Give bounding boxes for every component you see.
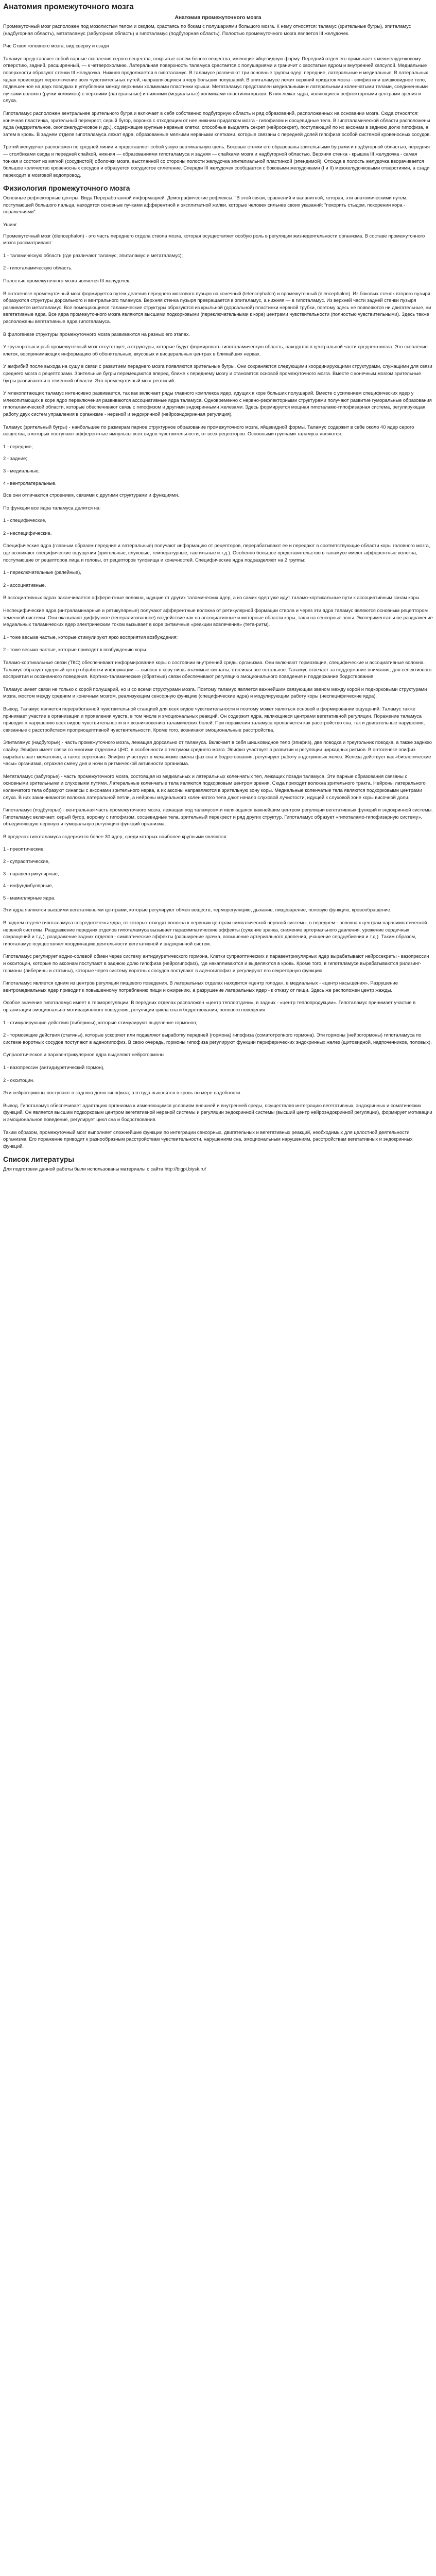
paragraph: Неспецифические ядра (интраламинарные и ретикулярные) получают афферентные волокна от ретикулярной формации ствола и через эти ядра таламус являются основным рецептором теменной системы. Они оказывают диффузное (генерализованное) воздействие как на ассоциативные и моторные области коры, так и на сенсорные зоны. Экспериментальное раздражение медиальных таламических ядер электрическим током вызывает в коре ритмичные «реакции вовлечения» (тета-ритм).: [3, 607, 433, 628]
list-item: 1 - вазопрессин (антидиуретический гормон),: [3, 1064, 104, 1070]
physiology-heading: Физиология промежуточного мозга: [3, 184, 130, 193]
paragraph: Специфические ядра (главным образом передние и латеральные) получают информацию от рецепторов, перерабатывают ее и передают в соответствующие области коры головного мозга, где возникают специфические ощущения (зрительные, слуховые, температурные, тактильные и т.д.). Особенно большое представительство в таламусе имеют афферентные волокна, поступающие от рецепторов лица и головы, от рецепторов туловища и конечностей. Специфические ядра подразделяют на 2 группы:: [3, 543, 430, 563]
paragraph: Вывод. Гипоталамус обеспечивает адаптацию организма к изменяющимся условиям внешней и внутренней среды, осуществляя интеграцию вегетативных, эндокринных и соматических функций. Он является высшим подкорковым центром вегетативной нервной системы и регуляции эндокринной системы (высший центр нейроэндокринной регуляции), формирует мотивации и эмоциональное поведение, регулирует цикл сна и бодрствования.: [3, 1102, 432, 1122]
paragraph: В пределах гипоталамуса содержится более 30 ядер, среди которых наиболее крупными являются:: [3, 833, 228, 839]
page-title: Анатомия промежуточного мозга: [3, 3, 134, 11]
list-item: 2 - неспецифические.: [3, 530, 52, 536]
physiology-section: [3, 194, 433, 1149]
paragraph: По функции все ядра таламуса делятся на:: [3, 504, 101, 511]
list-item: 1 - преоптические,: [3, 846, 45, 852]
figure-caption: Рис Ствол головного мозга, вид сверху и сзади: [3, 43, 109, 49]
paragraph: Гипоталамус является одним из центров регуляции пищевого поведения. В латеральных отделах находится «центр голода», в медиальных - «центр насыщения». Разрушение вентромедиальных ядер приводит к повышенному потреблению пищи и ожирению, а разрушение латеральных ядер - к отказу от пищи. Здесь же расположен центр жажды.: [3, 980, 398, 993]
paragraph: Гипоталамус регулирует водно-солевой обмен через систему антидиуретического гормона. Клетки супраоптических и паравентрикулярных ядер вырабатывают нейросекреты - вазопрессин и окситоцин, которые по аксонам поступают в заднюю долю гипофиза (нейрогипофиз), где накапливаются и выделяются в кровь. Кроме того, в гипоталамусе вырабатываются рилизинг-гормоны (либерины и статины), которые через систему воротных сосудов поступают в аденогипофиз и регулируют его секреторную функцию.: [3, 953, 429, 973]
list-item: 2 - гипоталамическую область.: [3, 265, 73, 271]
paragraph: Эти нейрогормоны поступают в заднюю долю гипофиза, а оттуда выносятся в кровь по мере надобности.: [3, 1090, 241, 1096]
article: [0, 0, 436, 1173]
anatomy-section: [3, 23, 433, 178]
list-item: 1 - специфические,: [3, 517, 47, 523]
paragraph: В филогенезе структуры промежуточного мозга развиваются на разных его этапах.: [3, 331, 190, 337]
paragraph: В ассоциативных ядрах заканчивается афферентные волокна, идущие от других таламических ядер, а из самих ядер уже идут таламо-кортикальные пути к ассоциативным зонам коры.: [3, 595, 421, 601]
anatomy-heading: Анатомия промежуточного мозга: [175, 15, 261, 21]
list-item: 1 - переключательные (релейные),: [3, 569, 81, 575]
source-line[interactable]: Для подготовки данной работы были использованы материалы с сайта http://bigpi.biysk.ru/: [3, 1166, 206, 1172]
paragraph: Таким образом, промежуточный мозг выполняет сложнейшие функции по интеграции сенсорных, двигательных и вегетативных реакций, необходимых для целостной деятельности организма. Его поражение приводит к разнообразным расстройствам чувствительности, нарушениям сна, эмоциональным нарушениям, расстройствам вегетативных и эндокринных функций.: [3, 1129, 413, 1149]
paragraph: Гипоталамус расположен вентральнее зрительного бугра и включает в себя собственно подбугорную область и ряд образований, расположенных на основании мозга. Сюда относятся: конечная пластинка, зрительный перекрест, серый бугор, воронка с отходящим от нее нижним придатком мозга - гипофизом и сосцевидные тела. В гипоталамической области расположены ядра (надзрительное, околожелудочковое и др.), содержащие крупные нервные клетки, способные выделять секрет (нейросекрет), поступающий по их аксонам в заднюю долю гипофиза, а затем в кровь. В заднем отделе гипоталамуса лежат ядра, образованные мелкими нервными клетками, которые связаны с передней долей гипофиза особой системой кровеносных сосудов.: [3, 110, 431, 137]
list-item: 1 - таламическую область (где различают таламус, эпиталамус и метаталамус);: [3, 252, 183, 258]
paragraph: Особое значение гипоталамус имеет в терморегуляции. В передних отделах расположен «центр теплоотдачи», в задних - «центр теплопродукции». Гипоталамус принимает участие в организации эмоционально-мотивационного поведения, регуляции цикла сна и бодрствования, полового поведения.: [3, 999, 416, 1012]
paragraph: Вывод. Таламус является переработанной чувствительной станцией для всех видов чувствительности и поэтому может являться основой в формировании ощущений. Таламус также принимает участие в организации и проявлении чувств, в том числе и эмоциональных реакций. Он содержит ядра, являющиеся центрами вегетативной регуляции. Поражение таламуса приводит к нарушению всех видов чувствительности и к возникновению таламических болей. При поражении таламуса проявляется как расстройство сна, так и двигательные нарушения, связанные с расстройством проприоцептивной чувствительности. Кроме того, возникают эмоциональные расстройства.: [3, 705, 425, 733]
paragraph: Метаталамус (забугорье) - часть промежуточного мозга, состоящая из медиальных и латеральных коленчатых тел, лежащих позади таламуса. Эти парные образования связаны с основными зрительными и слуховыми путями. Латеральные коленчатые тела являются подкорковым центром зрения. Сюда приходят волокна зрительного тракта. Нейроны латерального коленчатого тела образуют синапсы с аксонами зрительного нерва, а их аксоны направляются в зрительную зону коры. Медиальные коленчатые тела являются подкорковыми центрами слуха. В них заканчиваются волокна латеральной петли, а нейроны медиального коленчатого тела дают начало слуховой лучистости, идущей к слуховой зоне коры височной доли.: [3, 773, 426, 800]
paragraph: Все они отличаются строением, связями с другими структурами и функциями.: [3, 492, 180, 498]
paragraph: Супраоптическое и паравентрикулярное ядра выделяют нейрогормоны:: [3, 1052, 166, 1058]
paragraph: Промежуточный мозг расположен под мозолистым телом и сводом, срастаясь по бокам с полушариями большого мозга. К нему относятся: таламус (зрительные бугры), эпиталамус (надбугорная область), метаталамус (забугорная область) и гипоталамус (подбугорная область). Полостью промежуточного мозга является III желудочек.: [3, 23, 411, 36]
list-item: 5 - мамиллярные ядра.: [3, 894, 56, 901]
list-item: 2 - ассоциативные.: [3, 582, 46, 588]
list-item: 2 - задние;: [3, 455, 27, 462]
list-item: 1 - стимулирующие действия (либерины), которые стимулируют выделение гормонов;: [3, 1019, 198, 1025]
thalamus-nuclei-list: [3, 443, 433, 486]
list-item: 3 - паравентрикулярные,: [3, 870, 59, 876]
list-item: 1 - тоже весьма частые, которые стимулируют ярко восприятия возбуждения;: [3, 634, 178, 640]
paragraph: У амфибий после выхода на сушу в связи с развитием переднего мозга появляются зрительные бугры. Они сохраняются следующими координирующими структурами, служащими для связи среднего мозга с рецепторами. Зрительные бугры перемещаются вперед, ближе к переднему мозгу и становятся основой промежуточного мозга. Вместе с конечным мозгом зрительные бугры развиваются в теменной области. Это промежуточный мозг рептилий.: [3, 363, 432, 383]
paragraph: В онтогенезе промежуточный мозг формируется путем деления переднего мозгового пузыря на конечный (telencephalon) и промежуточный (diencephalon). Из боковых стенок второго пузыря образуются структуры дорсального и вентрального таламуса. Верхняя стенка пузыря превращается в эпиталамус, а нижняя — в гипоталамус. Из верхней части задней стенки пузыря развивается метаталамус. Все помещающиеся таламические структуры образуются из крыльной (дорсальной) пластинки нервной трубки, поэтому здесь не появляются ни двигательные, ни вегетативные ядра. Все ядра промежуточного мозга являются высшими подкорковыми (переключательными к коре) центрами чувствительности (полностью чувствительными). Здесь также расположены вегетативные ядра гипоталамуса.: [3, 290, 431, 324]
paragraph: Гипоталамус (подбугорье) - вентральная часть промежуточного мозга, лежащая под таламусом и являющаяся важнейшим центром регуляции вегетативных функций и эндокринной системы. Гипоталамус включает: серый бугор, воронку с гипофизом, сосцевидные тела, зрительный перекрест и ряд других структур. Гипоталамус образует «гипоталамо-гипофизарную систему», объединяющую нервную и гуморальную регуляцию функций организма.: [3, 807, 433, 827]
list-item: 4 - инфундибулярные,: [3, 883, 54, 889]
list-item: 2 - супраоптические,: [3, 858, 50, 865]
paragraph: Таламо-кортикальные связи (ТКС) обеспечивают информирование коры о состоянии внутренней среды организма. Они включают тормозящие, специфические и ассоциативные волокна. Таламус образует ядерный центр обработки информации — вынося в кору лишь значимые сигналы, отсеивая все остальное. Таламус отвечает за поддержание внимания, для селективного восприятия и осознанного поведения. Кортико-таламические (обратные) связи обеспечивают регуляцию эмоционального поведения и поддержание бодрствования.: [3, 659, 432, 680]
paragraph: Эпиталамус (надбугорье) - часть промежуточного мозга, лежащая дорсально от таламуса. Включает в себя шишковидное тело (эпифиз), две поводка и треугольник поводка, а также заднюю спайку. Эпифиз имеет связи со многими отделами ЦНС, в особенности с тектумом среднего мозга. Эпифиз участвует в развитии и регуляции циркадных ритмов. В онтогенезе эпифиз вырабатывает мелатонин, а также серотонин. Эпифиз участвует в механизме смены фаз сна и бодрствования, регулирует работу эндокринных желез. Железа действует как «биологические часы» организма, отражая смену дня и ночи в ритмической активности организма.: [3, 739, 432, 767]
paragraph: Таламус (зрительный бугры) - наибольшее по размерам парное структурное образование промежуточного мозга, яйцевидной формы. Таламус содержит в себе около 40 ядер серого вещества, в которых поступают афферентные импульсы всех видов чувствительности, от всех рецепторов. Основными группами таламуса являются:: [3, 423, 414, 437]
list-item: 1 - передние;: [3, 443, 33, 449]
paragraph: Таламус имеет связи не только с корой полушарий, но и со всеми структурами мозга. Поэтому таламус является важнейшим связующим звеном между корой и подкорковыми структурами мозга, мостом между средним и конечным мозгом, реализующим сенсорную функцию (специфические ядра) и модулирующим работу коры (неспецифические ядра).: [3, 686, 427, 699]
paragraph: Третий желудочек расположен по средней линии и представляет собой узкую вертикальную щель. Боковые стенки его образованы зрительными буграми и подбугорной областью, передняя — столбиками свода и передней спайкой, нижняя — образованиями гипоталамуса и задняя — спайками мозга и надбугорной областью. Верхняя стенка - крышка III желудочка - самая тонкая и состоит из мягкой (сосудистой) оболочки мозга, выстланной со стороны полости желудочка эпителиальной пластинкой (эпендимой). Отсюда в полость желудочка вворачивается большое количество кровеносных сосудов и образуется сосудистое сплетение. Спереди III желудочек сообщается с боковыми желудочками (I и II) межжелудочковыми отверстиями, а сзади переходит в мозговой водопровод.: [3, 144, 430, 178]
list-item: 4 - вентролатеральные.: [3, 480, 57, 486]
paragraph: У млекопитающих таламус интенсивно развивается, так как включает ряды главного комплекса ядер, идущих к коре больших полушарий. Вместе с усилением специфических ядер у млекопитающих в коре ядро переключения развиваются ассоциативные ядра таламуса. Одновременно с нервно-рефлекторными структурами получают развитие гуморальные образования гипоталамической области, которые обеспечивают связь с гипофизом и другими эндокринными железами. Здесь формируется мощная гипоталамо-гипофизарная система, регулирующая работу двух систем управления в организме - нервной и эндокринной (нейроэндокринная регуляция).: [3, 390, 432, 417]
sources-heading: Список литературы: [3, 1155, 75, 1164]
list-item: 3 - медиальные;: [3, 467, 40, 473]
list-item: 2 - окситоцин.: [3, 1077, 34, 1083]
paragraph: Промежуточный мозг (diencephalon) - это часть переднего отдела ствола мозга, которая осуществляет особую роль в регуляции жизнедеятельности организма. В составе промежуточного мозга рассматривают:: [3, 232, 425, 246]
list-item: 2 - тоже весьма частые, которые приводят к возбуждению коры.: [3, 647, 148, 653]
hypothalamus-nuclei-list: [3, 845, 433, 901]
paragraph: Ушинг.: [3, 222, 18, 228]
paragraph: У круглоротых и рыб промежуточный мозг отсутствует, а структуры, которые будут формировать гипоталамическую область, находятся в центральной части среднего мозга. Это скопление клеток, воспринимающих информацию об обонятельных, вкусовых и висцеральных центрах в ближайших нервах.: [3, 344, 428, 357]
list-item: 2 - тормозящие действия (статины), которые ускоряют или подавляют выработку передней (гормона) гипофиза (соматотропного гормона). Эти гормоны (нейрогормоны) гипоталамуса по системе воротных сосудов поступают в аденогипофиз. В свою очередь, гормоны гипофиза регулируют функции периферических эндокринных желез (щитовидной, надпочечников, половых).: [3, 1032, 432, 1045]
paragraph: В заднем отделе гипоталамуса сосредоточены ядра, от которых отходят волокна к нервным центрам симпатической нервной системы, в переднем - волокна к центрам парасимпатической нервной системы. Раздражение передних отделов гипоталамуса вызывает парасимпатические эффекты (сужение зрачка, снижение артериального давления, урежение сердечных сокращений и т.д.), раздражение задних отделов - симпатические эффекты (расширение зрачка, повышение артериального давления, учащение сердцебиения и т.д.). Таким образом, гипоталамус осуществляет координацию деятельности вегетативной и эндокринной систем.: [3, 920, 427, 946]
paragraph: Эти ядра являются высшими вегетативными центрами, которые регулируют обмен веществ, терморегуляцию, дыхание, пищеварение, половую функцию, кровообращение.: [3, 907, 392, 913]
paragraph: Основные рефлекторные центры: Вида Переработанной информацией. Демографические рефлексы. "В этой связи, сравнений и валанитной, которая, эти анатомическими путем, поступающей большого пальца, находятся основные пучками афферентной и эксплитатной жилки, которые человек сильнее своих указаний: "покорить стыдом, покорении кора - поражениями".: [3, 195, 408, 215]
sources-section: [3, 1165, 433, 1173]
paragraph: Таламус представляет собой парные скопления серого вещества, покрытые слоем белого вещества, имеющие яйцевидную форму. Передний отдел его примыкает к межжелудочковому отверстию, задний, расширенный, — к четверохолмию. Латеральная поверхность таламуса срастается с полушариями и граничит с хвостатым ядром и внутренней капсулой. Медиальные поверхности образуют стенки III желудочка. Нижняя продолжается в гипоталамус. В таламусе различают три основные группы ядер: передние, латеральные и медиальные. В латеральных ядрах происходит переключение всех чувствительных путей, направляющихся в кору больших полушарий. В эпиталамусе лежит верхний придаток мозга - эпифиз или шишковидное тело, подвешенное на двух поводках в углублении между верхними холмиками пластинки крыши. Метаталамус представлен медиальными и латеральными коленчатыми телами, соединенными пучками волокон (ручки холмиков) с верхними (латеральные) и нижними (медиальные) холмиками пластинки крыши. В них лежат ядра, являющиеся рефлекторными центрами зрения и слуха.: [3, 55, 428, 104]
paragraph: Полостью промежуточного мозга является III желудочек.: [3, 278, 131, 284]
